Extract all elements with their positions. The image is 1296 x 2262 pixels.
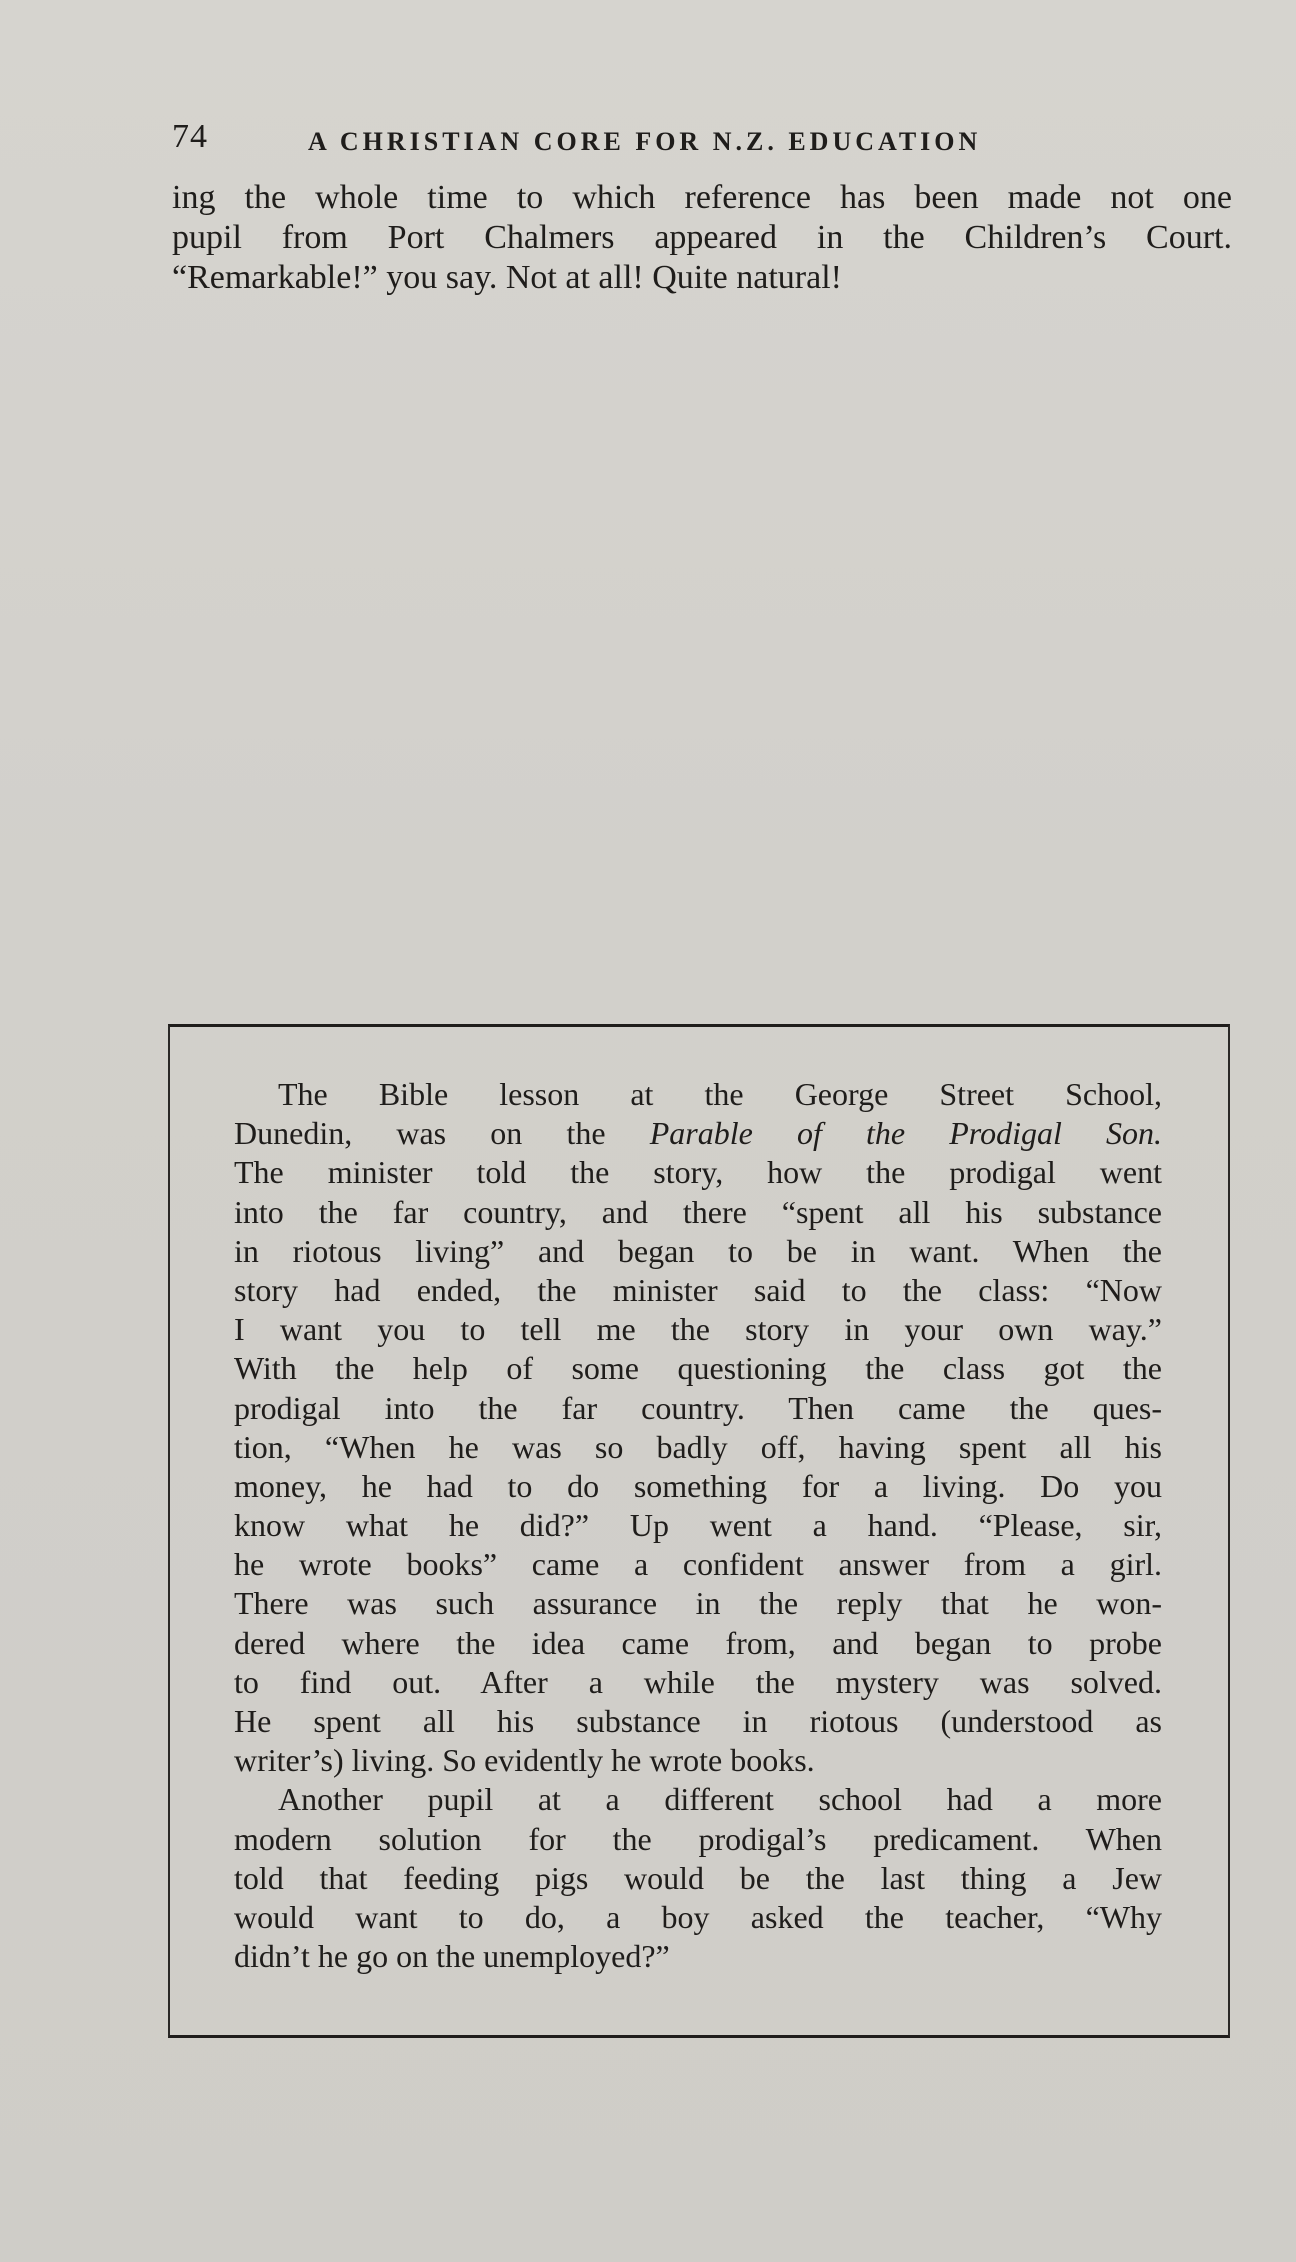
anecdote-line: Another pupil at a different school had a more [278, 1781, 1162, 1818]
anecdote-line: into the far country, and there “spent all his substance [234, 1193, 1162, 1230]
anecdote-line: prodigal into the far country. Then came the ques- [234, 1389, 1162, 1426]
anecdote-line-text: Dunedin, was on the [234, 1115, 650, 1152]
anecdote-line: I want you to tell me the story in your own way.” [234, 1311, 1162, 1348]
anecdote-line: to find out. After a while the mystery was solved. [234, 1663, 1162, 1700]
anecdote-line: writer’s) living. So evidently he wrote books. [234, 1742, 815, 1779]
anecdote-line: he wrote books” came a confident answer from a girl. [234, 1546, 1162, 1583]
anecdote-line [234, 1114, 1162, 1153]
anecdote-line: dered where the idea came from, and began to probe [234, 1624, 1162, 1661]
anecdote-line: The Bible lesson at the George Street School, [278, 1076, 1162, 1112]
anecdote-line: story had ended, the minister said to the class: “Now [234, 1271, 1162, 1308]
paragraph-line: “Remarkable!” you say. Not at all! Quite natural! [172, 259, 842, 296]
anecdote-line: didn’t he go on the unemployed?” [234, 1938, 670, 1975]
anecdote-line: There was such assurance in the reply that he won- [234, 1585, 1162, 1622]
book-title-italic: Parable of the Prodigal Son. [649, 1115, 1163, 1152]
running-head: A CHRISTIAN CORE FOR N.Z. EDUCATION [308, 127, 982, 156]
anecdote-box [168, 1024, 1230, 2038]
anecdote-text [234, 1075, 1162, 1976]
page-number: 74 [172, 118, 208, 155]
anecdote-line: know what he did?” Up went a hand. “Please, sir, [234, 1507, 1162, 1544]
continuation-paragraph [172, 178, 1232, 298]
page-header [172, 118, 1232, 168]
anecdote-line: in riotous living” and began to be in want. When the [234, 1232, 1162, 1269]
anecdote-line: He spent all his substance in riotous (understood as [234, 1703, 1162, 1739]
anecdote-line: tion, “When he was so badly off, having spent all his [234, 1428, 1162, 1465]
paragraph-line: ing the whole time to which reference has been made not one [172, 179, 1232, 216]
anecdote-line: told that feeding pigs would be the last thing a Jew [234, 1859, 1162, 1896]
anecdote-line: With the help of some questioning the class got the [234, 1350, 1162, 1387]
anecdote-line: modern solution for the prodigal’s predicament. When [234, 1820, 1162, 1857]
paragraph-line: pupil from Port Chalmers appeared in the Children’s Court. [172, 219, 1232, 256]
anecdote-line: The minister told the story, how the prodigal went [234, 1154, 1162, 1191]
anecdote-line: would want to do, a boy asked the teacher, “Why [234, 1898, 1162, 1935]
anecdote-line: money, he had to do something for a living. Do you [234, 1467, 1162, 1504]
